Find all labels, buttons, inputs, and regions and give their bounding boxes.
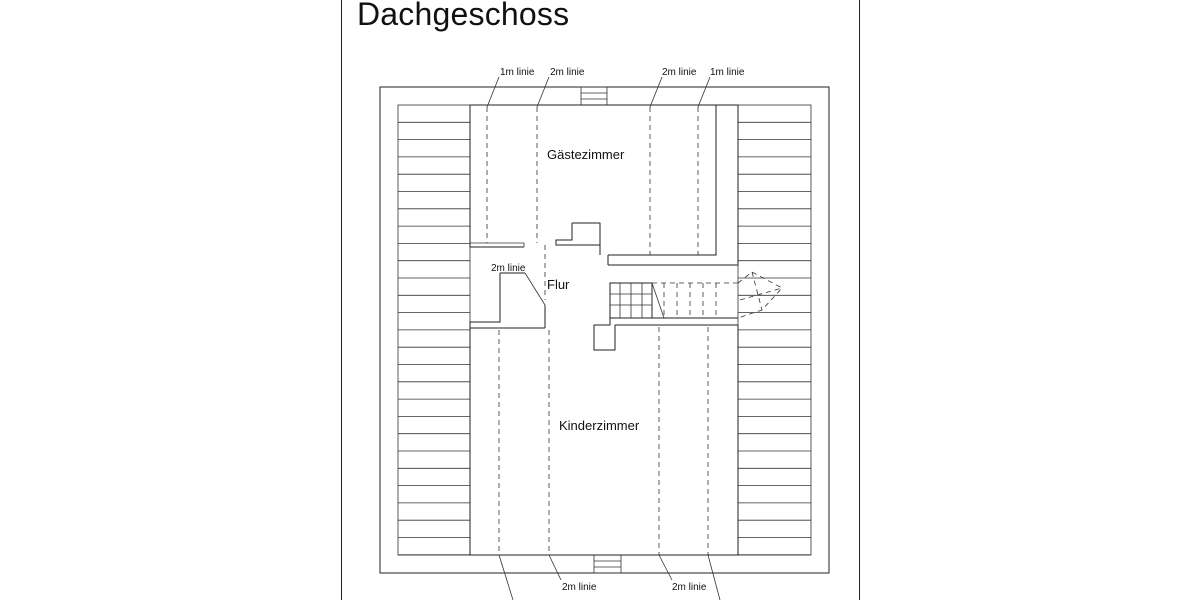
- room-label-hall: Flur: [547, 277, 570, 292]
- roof-slope-left: [398, 105, 470, 555]
- kids-room-walls: [470, 325, 738, 555]
- height-line-top-1m-right: [698, 77, 710, 255]
- room-label-kids: Kinderzimmer: [559, 418, 640, 433]
- room-label-guest: Gästezimmer: [547, 147, 625, 162]
- label-bottom-left-2m: 2m linie: [562, 582, 597, 593]
- label-top-right-1m: 1m linie: [710, 67, 745, 78]
- height-line-top-2m-left: [537, 77, 549, 300]
- label-bottom-right-2m: 2m linie: [672, 582, 707, 593]
- height-line-top-2m-right: [650, 77, 662, 255]
- label-top-right-2m: 2m linie: [662, 67, 697, 78]
- height-line-top-1m-left: [487, 77, 499, 243]
- height-line-bottom-right: [659, 327, 720, 600]
- label-top-left-1m: 1m linie: [500, 67, 535, 78]
- staircase: [594, 272, 782, 350]
- roof-vent-bottom: [594, 555, 621, 573]
- roof-slope-right: [738, 105, 811, 555]
- height-line-bottom-left: [499, 330, 561, 600]
- label-top-left-2m: 2m linie: [550, 67, 585, 78]
- hall-walls: [470, 273, 545, 328]
- roof-vent-top: [581, 87, 607, 105]
- label-hall-2m: 2m linie: [491, 263, 526, 274]
- floor-title: Dachgeschoss: [357, 0, 570, 32]
